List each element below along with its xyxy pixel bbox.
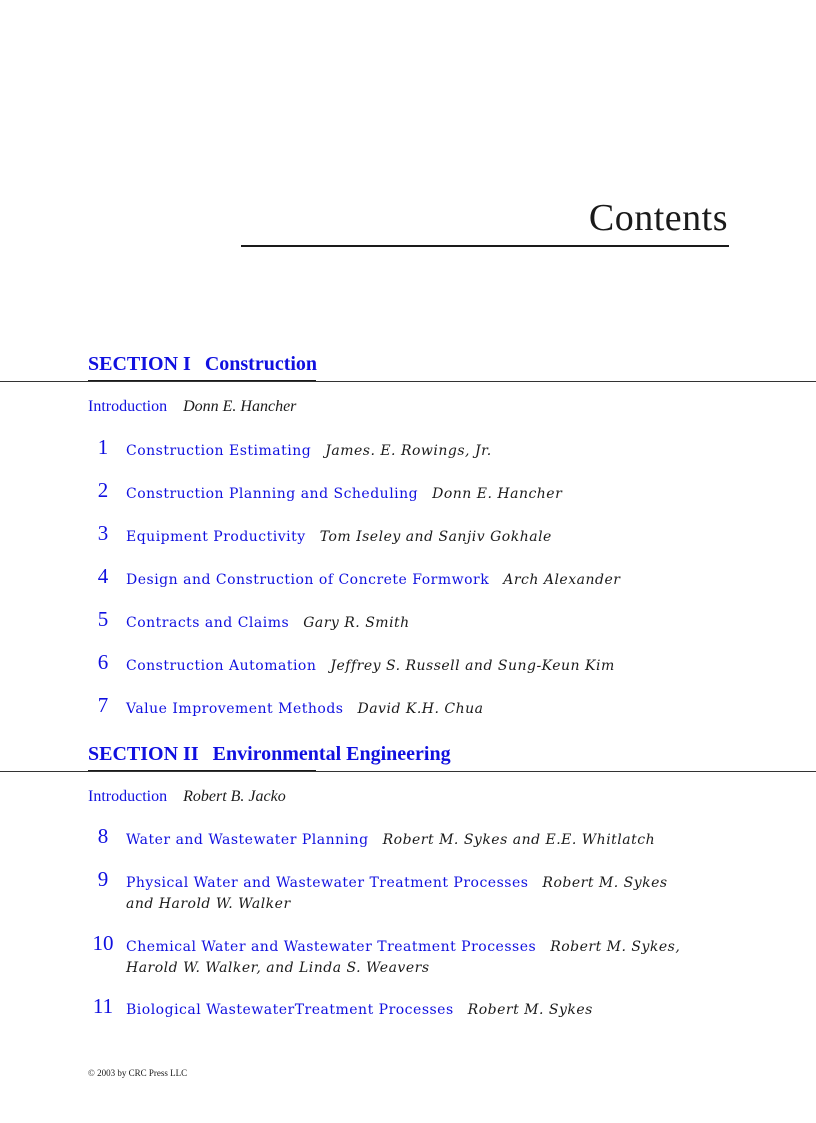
chapter-title-link[interactable]: Construction Automation — [126, 658, 317, 674]
chapter-title-link[interactable]: Biological WastewaterTreatment Processes — [126, 1002, 454, 1018]
introduction-author: Donn E. Hancher — [183, 398, 297, 415]
chapter-title-link[interactable]: Design and Construction of Concrete Formwork — [126, 572, 490, 588]
toc-entry[interactable] — [88, 564, 708, 591]
chapter-number: 2 — [97, 478, 109, 502]
toc-entry[interactable] — [88, 994, 708, 1021]
chapter-title-link[interactable]: Physical Water and Wastewater Treatment Processes — [126, 875, 529, 891]
chapter-title-link[interactable]: Value Improvement Methods — [126, 701, 344, 717]
chapter-author: Robert M. Sykes and E.E. Whitlatch — [382, 832, 656, 848]
toc-entry[interactable] — [88, 650, 708, 677]
chapter-number: 7 — [97, 693, 109, 717]
toc-entry[interactable] — [88, 478, 708, 505]
section-number: SECTION II — [88, 743, 199, 765]
chapter-number: 1 — [97, 435, 109, 459]
toc-entry[interactable] — [88, 867, 678, 915]
chapter-author: Tom Iseley and Sanjiv Gokhale — [319, 529, 552, 545]
toc-entry[interactable] — [88, 607, 708, 634]
section-rule — [0, 771, 816, 772]
section-name: Environmental Engineering — [212, 743, 451, 765]
chapter-author: James. E. Rowings, Jr. — [325, 443, 492, 459]
chapter-number: 9 — [97, 867, 109, 891]
chapter-title-link[interactable]: Construction Planning and Scheduling — [126, 486, 419, 502]
chapter-author: David K.H. Chua — [357, 701, 484, 717]
chapter-title-link[interactable]: Equipment Productivity — [126, 529, 306, 545]
copyright-footer: © 2003 by CRC Press LLC — [88, 1068, 188, 1078]
chapter-number: 10 — [92, 931, 114, 955]
chapter-title-link[interactable]: Chemical Water and Wastewater Treatment Processes — [126, 939, 537, 955]
chapter-number: 3 — [97, 521, 109, 545]
chapter-author: Robert M. Sykes — [467, 1002, 593, 1018]
toc-entry[interactable] — [88, 521, 708, 548]
section-heading-2[interactable] — [88, 743, 451, 766]
introduction-link[interactable]: Introduction — [88, 398, 168, 415]
section-introduction[interactable] — [88, 398, 296, 416]
chapter-title-link[interactable]: Contracts and Claims — [126, 615, 290, 631]
section-heading-1[interactable] — [88, 353, 317, 376]
section-rule — [0, 381, 816, 382]
chapter-author: Arch Alexander — [503, 572, 621, 588]
chapter-title-link[interactable]: Water and Wastewater Planning — [126, 832, 369, 848]
chapter-title-link[interactable]: Construction Estimating — [126, 443, 312, 459]
chapter-author: Robert M. Sykes and Harold W. Walker — [126, 875, 668, 912]
introduction-author: Robert B. Jacko — [183, 788, 286, 805]
chapter-author: Gary R. Smith — [303, 615, 410, 631]
section-name: Construction — [204, 353, 318, 375]
page-title: Contents — [588, 197, 728, 239]
chapter-number: 11 — [92, 994, 114, 1018]
toc-entry[interactable] — [88, 824, 708, 851]
section-number: SECTION I — [88, 353, 191, 375]
toc-entry[interactable] — [88, 693, 708, 720]
title-underline — [241, 245, 729, 247]
chapter-number: 5 — [97, 607, 109, 631]
chapter-author: Jeffrey S. Russell and Sung-Keun Kim — [330, 658, 615, 674]
chapter-author: Robert M. Sykes, Harold W. Walker, and Linda S. Weavers — [126, 939, 681, 976]
chapter-number: 4 — [97, 564, 109, 588]
toc-entry[interactable] — [88, 931, 698, 979]
section-introduction[interactable] — [88, 788, 286, 806]
chapter-author: Donn E. Hancher — [432, 486, 563, 502]
introduction-link[interactable]: Introduction — [88, 788, 168, 805]
chapter-number: 8 — [97, 824, 109, 848]
chapter-number: 6 — [97, 650, 109, 674]
toc-entry[interactable] — [88, 435, 708, 462]
